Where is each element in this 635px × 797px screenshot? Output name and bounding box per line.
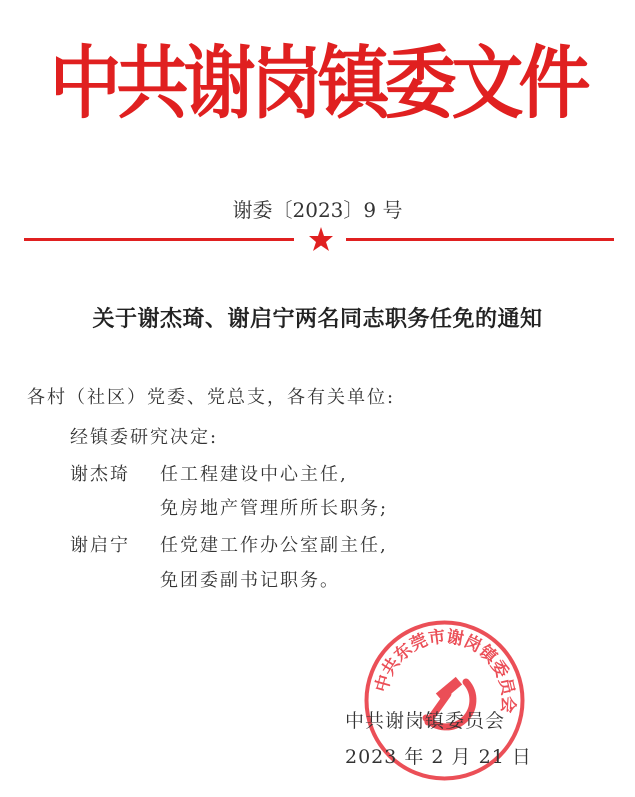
seal-text: 中共东莞市谢岗镇委员会 bbox=[371, 627, 518, 714]
document-number: 谢委〔2023〕9 号 bbox=[232, 198, 403, 222]
notice-title: 关于谢杰琦、谢启宁两名同志职务任免的通知 bbox=[92, 306, 543, 332]
star-icon bbox=[308, 226, 334, 252]
appointee-name: 谢启宁 bbox=[70, 535, 130, 556]
dismissal-text: 免团委副书记职务。 bbox=[160, 570, 340, 591]
appointee-name: 谢杰琦 bbox=[70, 464, 130, 485]
signatory: 中共谢岗镇委员会 bbox=[345, 710, 506, 732]
dismissal-text: 免房地产管理所所长职务; bbox=[160, 498, 389, 519]
intro-line: 经镇委研究决定: bbox=[70, 427, 219, 448]
appointment-text: 任党建工作办公室副主任, bbox=[160, 535, 388, 556]
red-divider-right bbox=[346, 238, 614, 241]
document-masthead: 中共谢岗镇委文件 bbox=[49, 36, 586, 129]
salutation: 各村（社区）党委、党总支，各有关单位: bbox=[27, 387, 396, 408]
issue-date: 2023 年 2 月 21 日 bbox=[345, 746, 532, 768]
red-divider-left bbox=[24, 238, 294, 241]
appointment-text: 任工程建设中心主任, bbox=[160, 464, 348, 485]
